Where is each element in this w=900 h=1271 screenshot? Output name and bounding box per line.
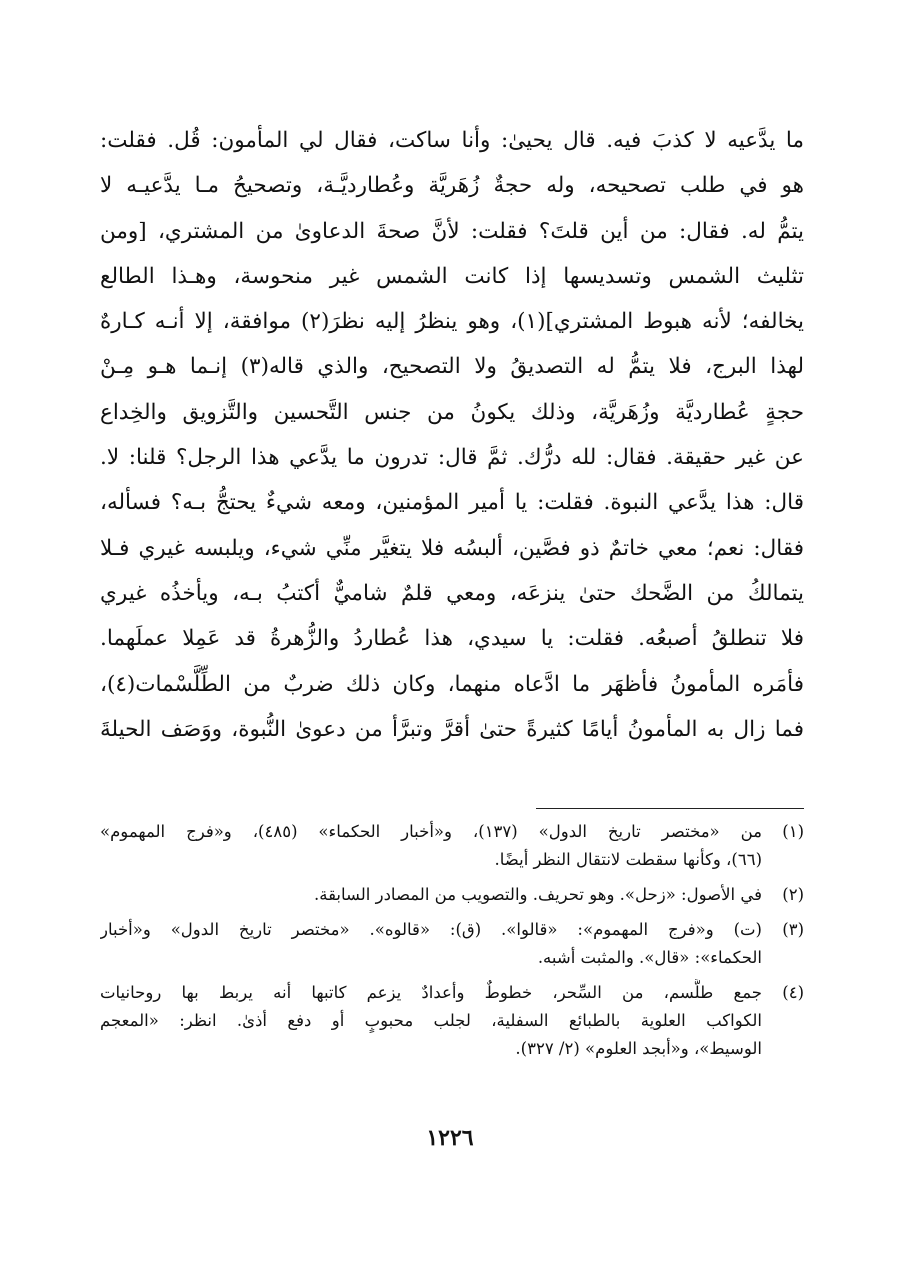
text-line: تثليث الشمس وتسديسها إذا كانت الشمس غير منحوسة، وهـذا الطالع xyxy=(100,263,804,289)
footnote-line: الوسيط»، و«أبجد العلوم» (٢/ ٣٢٧). xyxy=(515,1039,762,1058)
footnote xyxy=(100,881,804,909)
footnote-line: جمع طلَّسم، من السِّحر، خطوطٌ وأعدادٌ يزعم كاتبها أنه يربط بها روحانيات xyxy=(100,983,762,1002)
text-line: لهذا البرج، فلا يتمُّ له التصديقُ ولا التصحيح، والذي قاله(٣) إنـما هـو مِـنْ xyxy=(100,354,804,380)
footnote xyxy=(100,979,804,1063)
text-line: هو في طلب تصحيحه، وله حجةٌ زُهَريَّة وعُطارديَّـة، وتصحيحُ مـا يدَّعيـه لا xyxy=(100,173,804,199)
text-line: فقال: نعم؛ معي خاتمٌ ذو فصَّين، ألبسُه فلا يتغيَّر منِّي شيء، ويلبسه غيري فـلا xyxy=(100,535,804,561)
text-line: قال: هذا يدَّعي النبوة. فقلت: يا أمير المؤمنين، ومعه شيءٌ يحتجُّ بـه؟ فسأله، xyxy=(100,490,804,516)
text-line: فما زال به المأمونُ أيامًا كثيرةً حتىٰ أقرَّ وتبرَّأ من دعوىٰ النُّبوة، ووَصَف الحيلةَ xyxy=(100,716,804,742)
footnote-number: (٣) xyxy=(782,920,804,939)
text-line: حجةٍ عُطارديَّة وزُهَريَّة، وذلك يكونُ من جنس التَّحسين والتَّزويق والخِداع xyxy=(100,399,804,425)
text-line: عن غير حقيقة. فقال: لله درُّك. ثمَّ قال: تدرون ما يدَّعي هذا الرجل؟ قلنا: لا. xyxy=(100,445,804,471)
footnote-line: الحكماء»: «قال». والمثبت أشبه. xyxy=(537,948,762,967)
footnote-line: (ت) و«فرج المهموم»: «قالوا». (ق): «قالوه». «مختصر تاريخ الدول» و«أخبار xyxy=(100,920,762,939)
text-line: يتمالكُ من الضَّحك حتىٰ ينزعَه، ومعي قلمٌ شاميٌّ أكتبُ بـه، ويأخذُه غيري xyxy=(100,580,804,606)
text-line: فلا تنطلقُ أصبعُه. فقلت: يا سيدي، هذا عُطاردُ والزُّهرةُ قد عَمِلا عملَهما. xyxy=(100,626,804,652)
text-line: فأمَره المأمونُ فأظهَر ما ادَّعاه منهما، وكان ذلك ضربٌ من الطِّلَّسْمات(٤)، xyxy=(100,671,804,697)
footnote-number: (٤) xyxy=(782,983,804,1002)
text-line: ما يدَّعيه لا كذبَ فيه. قال يحيىٰ: وأنا ساكت، فقال لي المأمون: قُل. فقلت: xyxy=(100,128,804,153)
text-line: يخالفه؛ لأنه هبوط المشتري](١)، وهو ينظرُ إليه نظرَ(٢) موافقة، إلا أنـه كـارهٌ xyxy=(100,309,804,335)
footnote-line: من «مختصر تاريخ الدول» (١٣٧)، و«أخبار الحكماء» (٤٨٥)، و«فرج المهموم» xyxy=(100,822,762,841)
page-number: ١٢٢٦ xyxy=(426,1125,474,1151)
footnote-line: (٦٦)، وكأنها سقطت لانتقال النظر أيضًا. xyxy=(494,850,762,869)
footnote-number: (٢) xyxy=(782,885,804,904)
main-text xyxy=(100,118,804,752)
footnote-divider xyxy=(536,808,804,809)
text-line: يتمُّ له. فقال: من أين قلتَ؟ فقلت: لأنَّ صحةَ الدعاوىٰ من المشتري، [ومن xyxy=(100,218,804,244)
footnote-line: الكواكب العلوية بالطبائع السفلية، لجلب محبوبٍ أو دفع أذىٰ. انظر: «المعجم xyxy=(100,1011,762,1030)
footnote xyxy=(100,916,804,972)
footnote xyxy=(100,818,804,874)
footnote-line: في الأصول: «زحل». وهو تحريف. والتصويب من المصادر السابقة. xyxy=(313,885,762,904)
footnotes xyxy=(100,818,804,1070)
footnote-number: (١) xyxy=(782,822,804,841)
